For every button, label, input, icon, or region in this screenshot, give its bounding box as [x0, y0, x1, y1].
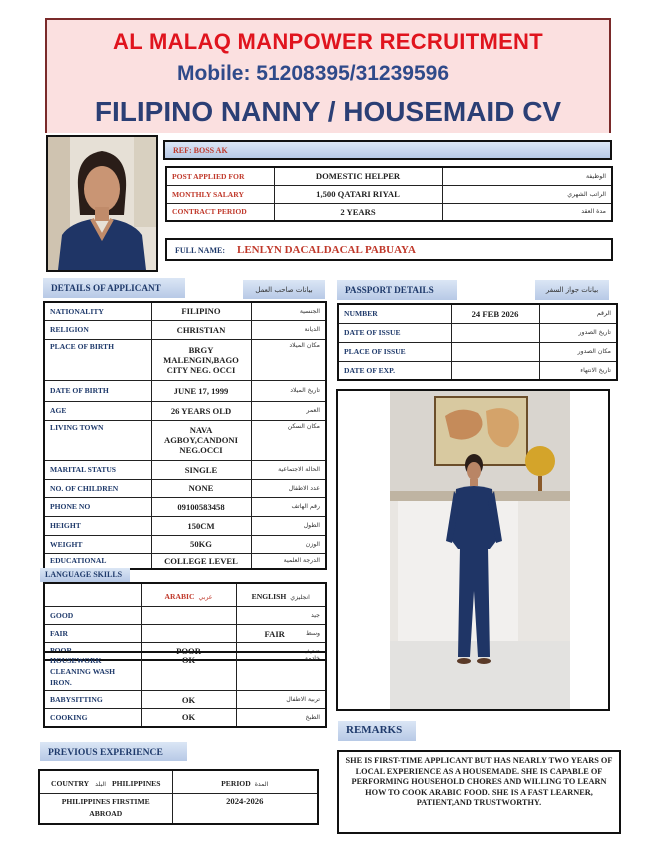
skills-value: OK	[141, 652, 236, 691]
details-value: COLLEGE LEVEL	[151, 553, 251, 569]
details-value: NAVA AGBOY,CANDONI NEG.OCCI	[151, 420, 251, 460]
details-label-ar: مكان السكن	[251, 420, 326, 460]
experience-title: PREVIOUS EXPERIENCE	[40, 742, 187, 761]
details-label: PHONE NO	[44, 497, 151, 516]
period-label-ar: المدة	[254, 781, 269, 788]
language-level: POOR	[44, 643, 141, 660]
english-label-ar: انجليزي	[290, 594, 310, 601]
skills-label: BABYSITTING	[44, 691, 141, 709]
agency-mobile: Mobile: 51208395/31239596	[176, 62, 450, 85]
details-label-ar: تاريخ الميلاد	[251, 380, 326, 401]
details-label: AGE	[44, 401, 151, 420]
job-table	[165, 166, 613, 222]
details-value: 50KG	[151, 535, 251, 553]
details-row	[44, 479, 326, 497]
language-row	[44, 625, 326, 643]
details-label: HEIGHT	[44, 516, 151, 535]
job-label: MONTHLY SALARY	[166, 185, 274, 203]
details-value: BRGY MALENGIN,BAGO CITY NEG. OCCI	[151, 339, 251, 380]
details-value: 09100583458	[151, 497, 251, 516]
portrait-image	[48, 137, 156, 270]
details-label: NO. OF CHILDREN	[44, 479, 151, 497]
passport-title: PASSPORT DETAILS	[337, 280, 457, 300]
language-level-ar: وسط	[305, 630, 320, 637]
skills-value: OK	[141, 709, 236, 727]
portrait-photo	[46, 135, 158, 272]
skills-row	[44, 709, 326, 727]
passport-row	[338, 361, 617, 380]
passport-value: 24 FEB 2026	[451, 304, 539, 323]
details-label-ar: الدرجة العلمية	[251, 553, 326, 569]
job-label: CONTRACT PERIOD	[166, 203, 274, 221]
passport-label: DATE OF ISSUE	[338, 323, 451, 342]
job-row	[166, 167, 612, 185]
details-label-ar: عدد الاطفال	[251, 479, 326, 497]
details-row	[44, 302, 326, 320]
cv-title: FILIPINO NANNY / HOUSEMAID CV	[94, 96, 562, 127]
experience-country-header	[39, 770, 172, 794]
details-value: CHRISTIAN	[151, 320, 251, 339]
details-label-ar: الحالة الاجتماعية	[251, 460, 326, 479]
details-title: DETAILS OF APPLICANT	[43, 278, 185, 298]
language-level: FAIR	[44, 625, 141, 643]
details-value: NONE	[151, 479, 251, 497]
passport-label-ar: مكان الصدور	[539, 342, 617, 361]
details-value: JUNE 17, 1999	[151, 380, 251, 401]
remarks-box	[337, 750, 621, 834]
language-level-ar: جيد	[311, 612, 320, 619]
skills-label: COOKING	[44, 709, 141, 727]
fullname-label: FULL NAME:	[175, 246, 225, 255]
details-label-ar: مكان الميلاد	[251, 339, 326, 380]
skills-table	[43, 651, 327, 728]
details-title-ar: بيانات صاحب العمل	[243, 280, 325, 299]
details-value: 150CM	[151, 516, 251, 535]
details-label-ar: الجنسية	[251, 302, 326, 320]
details-row	[44, 420, 326, 460]
job-row	[166, 203, 612, 221]
passport-table	[337, 303, 618, 381]
country-value: PHILIPPINES	[111, 779, 161, 788]
passport-row	[338, 323, 617, 342]
experience-header-row	[39, 770, 318, 794]
cv-header	[45, 18, 611, 133]
passport-title-ar: بيانات جواز السفر	[535, 280, 609, 300]
job-value: DOMESTIC HELPER	[274, 167, 442, 185]
details-row	[44, 320, 326, 339]
details-label-ar: الديانة	[251, 320, 326, 339]
country-label-ar: البلد	[95, 781, 106, 788]
ref-box	[163, 140, 612, 160]
job-value: 2 YEARS	[274, 203, 442, 221]
job-label: POST APPLIED FOR	[166, 167, 274, 185]
country-label: COUNTRY	[51, 779, 90, 788]
details-label: DATE OF BIRTH	[44, 380, 151, 401]
remarks-text: SHE IS FIRST-TIME APPLICANT BUT HAS NEARLY TWO YEARS OF LOCAL EXPERIENCE AS A HOUSEMADE. SHE IS CAPABLE OF PERFORMING HOUSEHOLD CHORES AND WILLING TO LEARN HOW TO COOK ARABIC FOOD. SHE IS A FAST LEARNER, PATIENT,AND TRUSTWORTHY.	[345, 756, 613, 808]
fullname-box	[165, 238, 613, 261]
details-label-ar: الطول	[251, 516, 326, 535]
experience-country: PHILIPPINES FIRSTIME ABROAD	[39, 794, 172, 824]
details-value: SINGLE	[151, 460, 251, 479]
details-row	[44, 380, 326, 401]
passport-row	[338, 304, 617, 323]
language-table	[43, 582, 327, 661]
remarks-title: REMARKS	[338, 721, 416, 741]
passport-value	[451, 361, 539, 380]
language-header-row	[44, 583, 326, 607]
job-value: 1,500 QATARI RIYAL	[274, 185, 442, 203]
job-label-ar: الراتب الشهري	[442, 185, 612, 203]
details-label: RELIGION	[44, 320, 151, 339]
arabic-label: ARABIC	[164, 592, 195, 601]
period-label: PERIOD	[221, 779, 251, 788]
ref-code: REF: BOSS AK	[173, 146, 228, 155]
passport-label: NUMBER	[338, 304, 451, 323]
experience-table	[38, 769, 319, 825]
details-row	[44, 516, 326, 535]
skills-label-ar: تربية الاطفال	[236, 691, 326, 709]
passport-value	[451, 323, 539, 342]
passport-label-ar: تاريخ الصدور	[539, 323, 617, 342]
experience-period: 2024-2026	[172, 794, 318, 824]
language-title: LANGUAGE SKILLS	[40, 568, 130, 582]
skills-row	[44, 652, 326, 691]
details-label-ar: رقم الهاتف	[251, 497, 326, 516]
language-arabic-value: POOR	[141, 643, 236, 660]
details-row	[44, 553, 326, 569]
language-arabic-value	[141, 625, 236, 643]
passport-value	[451, 342, 539, 361]
language-english-header	[236, 583, 326, 607]
language-arabic-header	[141, 583, 236, 607]
fullname-value: LENLYN DACALDACAL PABUAYA	[237, 244, 416, 256]
skills-label-ar: الطبخ	[236, 709, 326, 727]
skills-label: HOUSEWORK CLEANING WASH IRON.	[44, 652, 141, 691]
language-english-value: FAIR	[264, 629, 285, 639]
details-label: LIVING TOWN	[44, 420, 151, 460]
passport-label: PLACE OF ISSUE	[338, 342, 451, 361]
english-label: ENGLISH	[251, 592, 287, 601]
arabic-label-ar: عربي	[198, 594, 213, 601]
details-row	[44, 497, 326, 516]
details-row	[44, 401, 326, 420]
details-row	[44, 460, 326, 479]
fullbody-photo	[390, 391, 570, 709]
passport-row	[338, 342, 617, 361]
details-value: FILIPINO	[151, 302, 251, 320]
language-row	[44, 607, 326, 625]
agency-name: AL MALAQ MANPOWER RECRUITMENT	[113, 29, 543, 54]
skills-value: OK	[141, 691, 236, 709]
details-label-ar: العمر	[251, 401, 326, 420]
details-label: MARITAL STATUS	[44, 460, 151, 479]
fullbody-photo-frame	[336, 389, 610, 711]
details-value: 26 YEARS OLD	[151, 401, 251, 420]
details-row	[44, 535, 326, 553]
details-row	[44, 339, 326, 380]
details-label: PLACE OF BIRTH	[44, 339, 151, 380]
language-arabic-value	[141, 607, 236, 625]
details-label: NATIONALITY	[44, 302, 151, 320]
details-label: EDUCATIONAL	[44, 553, 151, 569]
job-row	[166, 185, 612, 203]
details-label: WEIGHT	[44, 535, 151, 553]
language-level-ar: ضعيف	[303, 648, 320, 655]
details-table	[43, 301, 327, 570]
job-label-ar: الوظيفة	[442, 167, 612, 185]
skills-label-ar: خادمة	[236, 652, 326, 691]
passport-label-ar: الرقم	[539, 304, 617, 323]
language-level: GOOD	[44, 607, 141, 625]
skills-row	[44, 691, 326, 709]
experience-period-header	[172, 770, 318, 794]
experience-row	[39, 794, 318, 824]
passport-label-ar: تاريخ الانتهاء	[539, 361, 617, 380]
job-label-ar: مدة العقد	[442, 203, 612, 221]
details-label-ar: الوزن	[251, 535, 326, 553]
passport-label: DATE OF EXP.	[338, 361, 451, 380]
